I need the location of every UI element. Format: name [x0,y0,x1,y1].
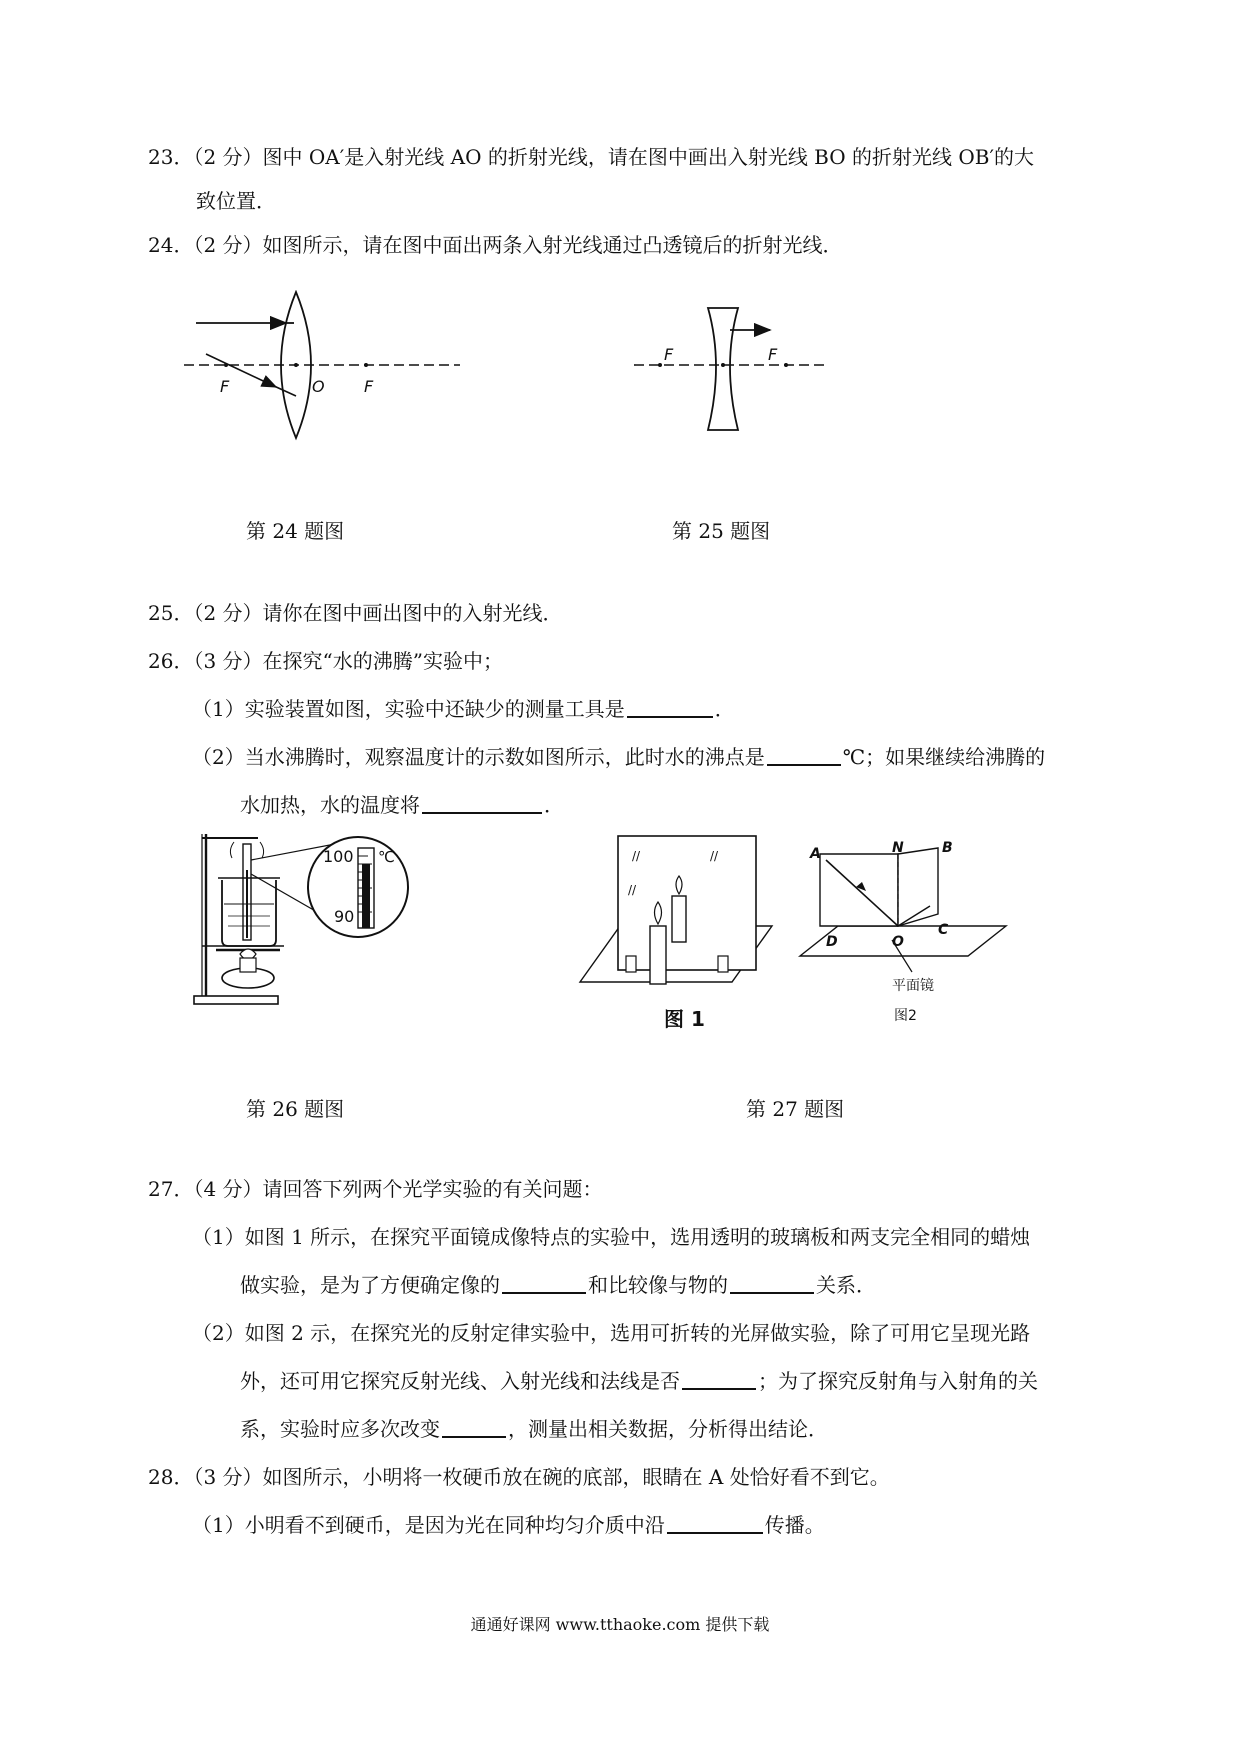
q26-part2b-after: ． [544,793,564,817]
concave-focal-label-left: F [664,345,674,364]
answer-blank-incident-angle[interactable] [442,1416,506,1438]
q26-part1-before: （1）实验装置如图，实验中还缺少的测量工具是 [192,697,625,721]
thermometer-unit-label: ℃ [378,848,395,866]
q27-part2-line1: （2）如图 2 示，在探究光的反射定律实验中，选用可折转的光屏做实验，除了可用它呈现光路 [192,1321,1031,1345]
q26-part2-mid: ℃；如果继续给沸腾的 [842,745,1046,769]
concave-lens-figure [630,300,830,440]
point-a-label: A [810,846,821,862]
svg-text://: // [710,849,719,863]
point-o-label: O [892,934,904,950]
plane-mirror-candle-figure [560,830,780,1030]
q26-text: 26．（3 分）在探究“水的沸腾”实验中； [148,649,503,673]
q28-part1 [192,1512,825,1538]
q27-part2-line3 [240,1416,828,1442]
caption-q25: 第 25 题图 [672,519,771,543]
answer-blank-size-relation[interactable] [730,1272,814,1294]
focal-point-label-right: F [364,377,374,396]
boiling-water-apparatus-figure [188,830,418,1010]
caption-q24: 第 24 题图 [246,519,345,543]
reflection-law-figure [796,840,1016,1030]
answer-blank-straight-line[interactable] [667,1512,763,1534]
point-d-label: D [826,934,838,950]
q27-part2-line3-before: 系，实验时应多次改变 [240,1417,440,1441]
thermometer-label-100: 100 [323,847,354,866]
point-b-label: B [942,840,953,856]
q27-text: 27．（4 分）请回答下列两个光学实验的有关问题： [148,1177,603,1201]
answer-blank-water-temperature[interactable] [422,792,542,814]
convex-lens-figure [170,290,470,460]
svg-text://: // [628,883,637,897]
plane-mirror-label: 平面镜 [892,978,934,994]
page-footer: 通通好课网 www.tthaoke.com 提供下载 [470,1615,770,1634]
q27-part1-line2-after: 关系． [816,1273,876,1297]
figure-1-label: 图 1 [664,1007,705,1030]
q25-text: 25．（2 分）请你在图中画出图中的入射光线． [148,601,563,625]
q26-part2 [192,744,1045,770]
caption-q27: 第 27 题图 [746,1097,845,1121]
caption-q26: 第 26 题图 [246,1097,345,1121]
q27-part1-line2 [240,1272,876,1298]
q27-part1-line2-mid: 和比较像与物的 [588,1273,728,1297]
q27-part2-line2-after: ；为了探究反射角与入射角的关 [758,1369,1038,1393]
q23-line2: 致位置． [196,189,276,213]
answer-blank-measuring-tool[interactable] [627,696,713,718]
q27-part2-line2-before: 外，还可用它探究反射光线、入射光线和法线是否 [240,1369,680,1393]
svg-text://: // [632,849,641,863]
q28-part1-before: （1）小明看不到硬币，是因为光在同种均匀介质中沿 [192,1513,665,1537]
q26-part1-after: ． [714,697,735,721]
q26-part2b-before: 水加热，水的温度将 [240,793,420,817]
q28-text: 28．（3 分）如图所示，小明将一枚硬币放在碗的底部，眼睛在 A 处恰好看不到它。 [148,1465,890,1489]
point-c-label: C [938,922,949,938]
focal-point-label-left: F [220,377,230,396]
normal-n-label: N [892,840,904,856]
q26-part2b [240,792,564,818]
q23-line1: 23．（2 分）图中 OA′是入射光线 AO 的折射光线，请在图中画出入射光线 BO 的折射光线 OB′的大 [148,145,1034,169]
q26-part1 [192,696,735,722]
thermometer-label-90: 90 [334,907,355,926]
answer-blank-boiling-point[interactable] [767,744,841,766]
q27-part2-line2 [240,1368,1038,1394]
answer-blank-image-position[interactable] [502,1272,586,1294]
q24-text: 24．（2 分）如图所示，请在图中面出两条入射光线通过凸透镜后的折射光线． [148,233,843,257]
answer-blank-coplanar[interactable] [682,1368,756,1390]
optical-center-label: O [312,377,325,396]
q27-part1-line2-before: 做实验，是为了方便确定像的 [240,1273,500,1297]
q26-part2-before: （2）当水沸腾时，观察温度计的示数如图所示，此时水的沸点是 [192,745,765,769]
concave-focal-label-right: F [768,345,778,364]
q27-part1-line1: （1）如图 1 所示，在探究平面镜成像特点的实验中，选用透明的玻璃板和两支完全相同的蜡烛 [192,1225,1031,1249]
q27-part2-line3-after: ，测量出相关数据，分析得出结论． [508,1417,828,1441]
figure-2-label: 图2 [894,1008,917,1024]
q28-part1-after: 传播。 [764,1513,825,1537]
